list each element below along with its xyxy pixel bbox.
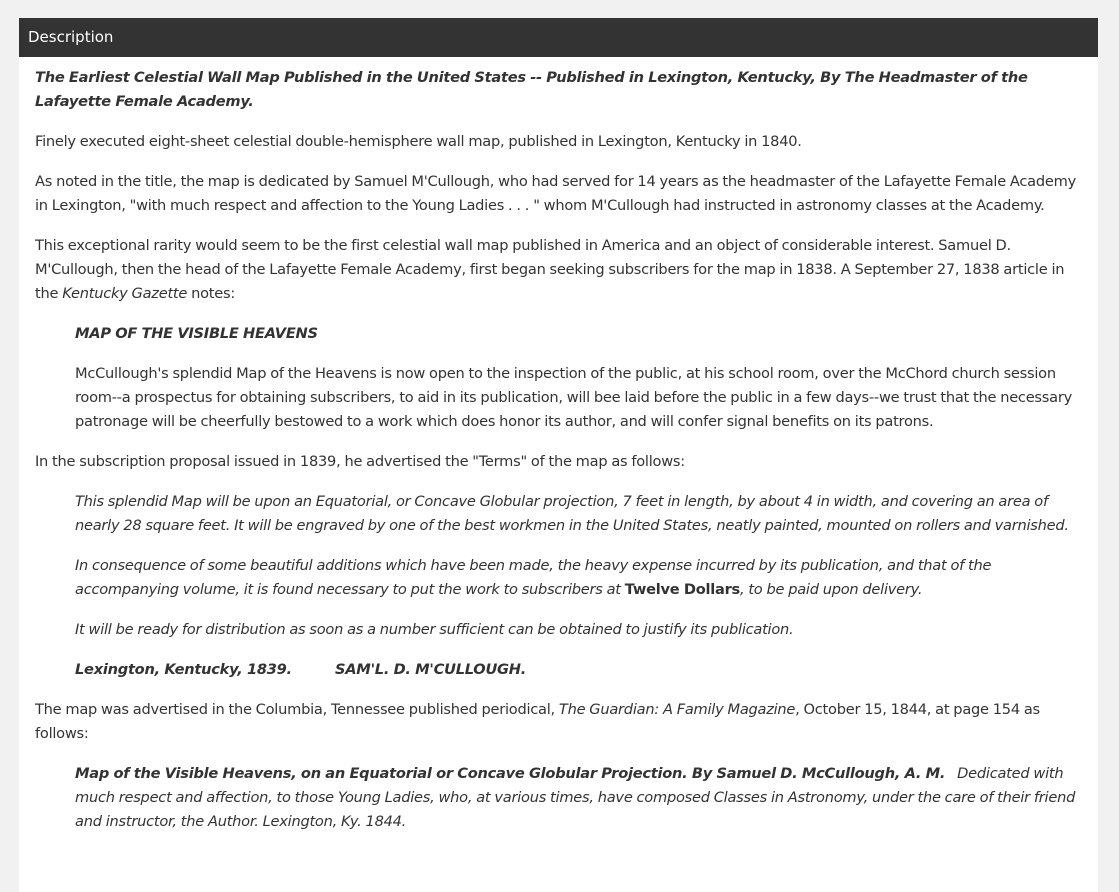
- paragraph-rarity-end: notes:: [187, 285, 236, 302]
- panel-header: Description: [19, 18, 1098, 57]
- advertisement-quote: [75, 762, 1082, 834]
- terms-paragraph-3: It will be ready for distribution as soon as a number sufficient can be obtained to justify its publication.: [75, 621, 794, 638]
- paragraph-dedication: As noted in the title, the map is dedicated by Samuel M'Cullough, who had served for 14 years as the headmaster of the Lafayette Female Academy in Lexington, "with much respect and affection to the Young Ladies . . . " whom M'Cullough had instructed in astronomy classes at the Academy.: [35, 173, 1076, 214]
- paragraph-rarity-text: This exceptional rarity would seem to be the first celestial wall map published in America and an object of considerable interest. Samuel D. M'Cullough, then the head of the Lafayette Female Academy, first began seeking subscribers for the map in 1838. A September 27, 1838 article in the: [35, 237, 1065, 302]
- quote-title: MAP OF THE VISIBLE HEAVENS: [75, 325, 318, 342]
- terms-paragraph-2: [75, 554, 1082, 602]
- paragraph-intro: Finely executed eight-sheet celestial double-hemisphere wall map, published in Lexington, Kentucky in 1840.: [35, 133, 802, 150]
- description-body: [19, 57, 1098, 834]
- advertisement-body: Dedicated with much respect and affection, to those Young Ladies, who, at various times, have composed Classes in Astronomy, under the care of their friend and instructor, the Author. Lexington, Ky. 1844.: [75, 765, 1080, 830]
- quote-body: McCullough's splendid Map of the Heavens is now open to the inspection of the public, at his school room, over the McChord church session room--a prospectus for obtaining subscribers, to aid in its publication, will bee laid before the public in a few days--we trust that the necessary patronage will be cheerfully bestowed to a work which does honor its author, and will confer signal benefits on its patrons.: [75, 365, 1072, 430]
- paragraph-guardian-end: , October 15, 1844, at page 154 as follows:: [35, 701, 1040, 742]
- lead-title: The Earliest Celestial Wall Map Published in the United States -- Published in Lexington, Kentucky, By The Headmaster of the Lafayette Female Academy.: [35, 69, 1028, 110]
- terms-paragraph-1: This splendid Map will be upon an Equatorial, or Concave Globular projection, 7 feet in length, by about 4 in width, and covering an area of nearly 28 square feet. It will be engraved by one of the best workmen in the United States, neatly painted, mounted on rollers and varnished.: [75, 493, 1069, 534]
- price-text: Twelve Dollars: [624, 581, 740, 598]
- gazette-title: Kentucky Gazette: [62, 285, 188, 302]
- advertisement-title: Map of the Visible Heavens, on an Equatorial or Concave Globular Projection. By Samuel D. McCullough, A. M.: [75, 765, 946, 782]
- description-panel: [19, 18, 1098, 892]
- paragraph-guardian: [35, 698, 1082, 746]
- paragraph-subscription: In the subscription proposal issued in 1839, he advertised the "Terms" of the map as follows:: [35, 453, 685, 470]
- signature-place: Lexington, Kentucky, 1839.: [75, 661, 292, 678]
- signature-name: SAM'L. D. M'CULLOUGH.: [335, 661, 527, 678]
- terms-paragraph-2-text: In consequence of some beautiful additions which have been made, the heavy expense incurred by its publication, and that of the accompanying volume, it is found necessary to put the work to subscribers at: [75, 557, 992, 598]
- signature-line: [75, 658, 1082, 682]
- paragraph-rarity: [35, 234, 1082, 306]
- terms-paragraph-2-end: , to be paid upon delivery.: [739, 581, 923, 598]
- paragraph-guardian-text: The map was advertised in the Columbia, Tennessee published periodical,: [35, 701, 559, 718]
- guardian-title: The Guardian: A Family Magazine: [558, 701, 796, 718]
